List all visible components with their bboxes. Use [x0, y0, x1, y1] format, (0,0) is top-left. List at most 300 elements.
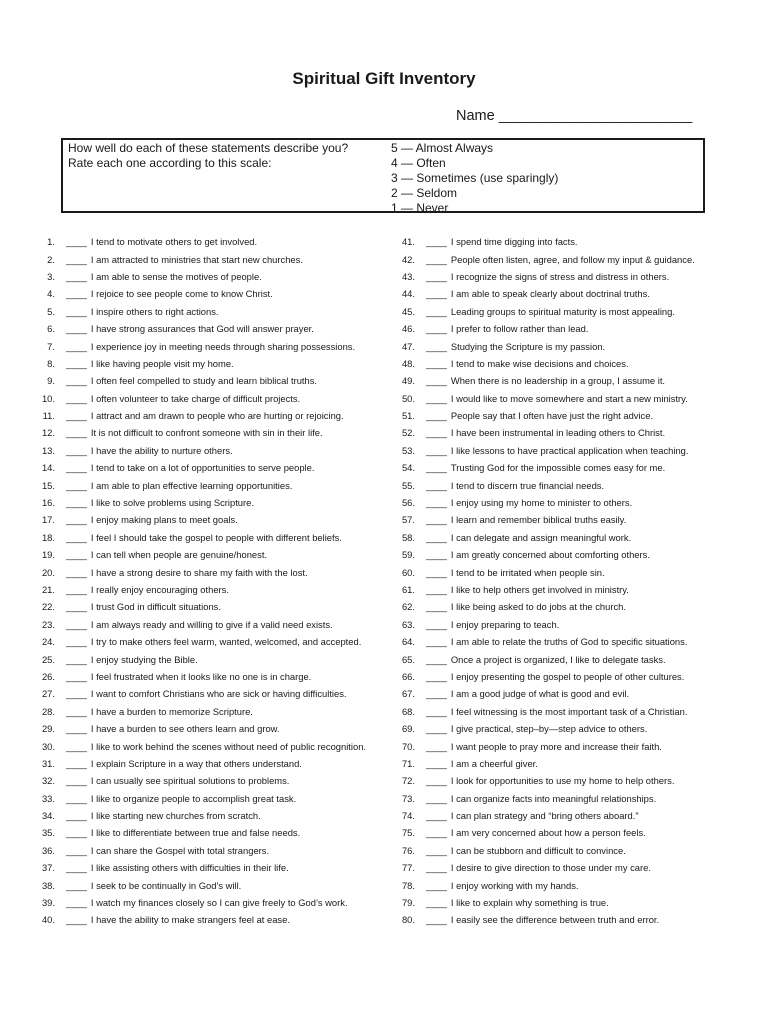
statement-item — [26, 703, 396, 720]
statement-item — [26, 633, 396, 650]
statement-item — [386, 285, 762, 302]
rating-blank[interactable]: ____ — [426, 914, 447, 926]
rating-blank[interactable]: ____ — [66, 705, 87, 717]
rating-blank[interactable]: ____ — [66, 914, 87, 926]
statement-item — [26, 320, 396, 337]
rating-blank[interactable]: ____ — [426, 792, 447, 804]
rating-blank[interactable]: ____ — [66, 236, 87, 248]
statement-item — [26, 546, 396, 563]
rating-blank[interactable]: ____ — [426, 549, 447, 561]
statement-text: I have the ability to nurture others. — [90, 444, 233, 456]
statement-number: 26. — [41, 670, 55, 682]
statement-item — [26, 355, 396, 372]
statement-item — [26, 842, 396, 859]
statement-item — [386, 790, 762, 807]
statement-text: I enjoy making plans to meet goals. — [90, 514, 238, 526]
statement-item — [386, 442, 762, 459]
statement-text: I learn and remember biblical truths easily. — [450, 514, 627, 526]
statement-item — [26, 390, 396, 407]
rating-blank[interactable]: ____ — [426, 844, 447, 856]
rating-blank[interactable]: ____ — [66, 514, 87, 526]
statement-text: I can organize facts into meaningful relationships. — [450, 792, 657, 804]
statement-item — [26, 511, 396, 528]
statement-number: 62. — [401, 601, 415, 613]
statement-item — [386, 407, 762, 424]
rating-blank[interactable]: ____ — [426, 410, 447, 422]
rating-blank[interactable]: ____ — [66, 375, 87, 387]
instructions — [68, 141, 348, 171]
statement-item — [26, 581, 396, 598]
rating-blank[interactable]: ____ — [66, 879, 87, 891]
statement-item — [386, 268, 762, 285]
statement-number: 75. — [401, 827, 415, 839]
statement-number: 41. — [401, 236, 415, 248]
statement-number: 64. — [401, 636, 415, 648]
statement-item — [26, 424, 396, 441]
statement-text: It is not difficult to confront someone with sin in their life. — [90, 427, 323, 439]
statement-number: 5. — [47, 305, 55, 317]
statement-number: 6. — [47, 323, 55, 335]
statement-text: I like assisting others with difficulties in their life. — [90, 862, 289, 874]
statement-item — [386, 459, 762, 476]
statement-number: 7. — [47, 340, 55, 352]
rating-blank[interactable]: ____ — [426, 566, 447, 578]
statement-item — [26, 650, 396, 667]
rating-blank[interactable]: ____ — [426, 601, 447, 613]
statement-number: 10. — [41, 392, 55, 404]
statement-item — [386, 390, 762, 407]
statement-text: I am attracted to ministries that start new churches. — [90, 253, 303, 265]
statement-number: 32. — [41, 775, 55, 787]
statement-item — [26, 755, 396, 772]
statement-text: I can delegate and assign meaningful work. — [450, 531, 632, 543]
statement-number: 40. — [41, 914, 55, 926]
statement-text: I can tell when people are genuine/honest. — [90, 549, 268, 561]
statement-item — [386, 598, 762, 615]
statement-text: I can be stubborn and difficult to convince. — [450, 844, 626, 856]
statement-text: I give practical, step–by—step advice to others. — [450, 723, 648, 735]
statement-text: I like to differentiate between true and false needs. — [90, 827, 301, 839]
statement-number: 76. — [401, 844, 415, 856]
statement-number: 37. — [41, 862, 55, 874]
rating-blank[interactable]: ____ — [66, 305, 87, 317]
statement-item — [26, 876, 396, 893]
statement-item — [26, 372, 396, 389]
statement-item — [26, 476, 396, 493]
statement-item — [386, 546, 762, 563]
statement-item — [26, 911, 396, 928]
rating-blank[interactable]: ____ — [66, 757, 87, 769]
statement-text: I am able to plan effective learning opportunities. — [90, 479, 293, 491]
rating-blank[interactable]: ____ — [66, 531, 87, 543]
statement-text: I am a cheerful giver. — [450, 757, 538, 769]
statement-item — [386, 494, 762, 511]
statement-item — [26, 894, 396, 911]
page-title: Spiritual Gift Inventory — [292, 69, 476, 88]
statement-number: 13. — [41, 444, 55, 456]
instructions-line: How well do each of these statements describe you? — [68, 141, 349, 155]
statement-number: 72. — [401, 775, 415, 787]
rating-blank[interactable]: ____ — [66, 670, 87, 682]
rating-blank[interactable]: ____ — [426, 392, 447, 404]
statement-item — [386, 703, 762, 720]
rating-blank[interactable]: ____ — [426, 357, 447, 369]
statement-item — [386, 668, 762, 685]
statement-text: I recognize the signs of stress and distress in others. — [450, 270, 670, 282]
statement-number: 71. — [401, 757, 415, 769]
scale-option: 3 — Sometimes (use sparingly) — [391, 171, 559, 185]
statement-text: Trusting God for the impossible comes easy for me. — [450, 462, 666, 474]
name-label: Name — [456, 108, 495, 124]
statement-text: I am able to relate the truths of God to specific situations. — [450, 636, 688, 648]
statement-text: I have strong assurances that God will answer prayer. — [90, 323, 314, 335]
statement-number: 53. — [401, 444, 415, 456]
statement-item — [386, 720, 762, 737]
statement-number: 78. — [401, 879, 415, 891]
statement-item — [26, 616, 396, 633]
rating-blank[interactable]: ____ — [66, 775, 87, 787]
rating-blank[interactable]: ____ — [426, 479, 447, 491]
statement-text: I easily see the difference between truth and error. — [450, 914, 660, 926]
statement-item — [386, 563, 762, 580]
rating-blank[interactable]: ____ — [426, 723, 447, 735]
rating-blank[interactable]: ____ — [426, 444, 447, 456]
statement-text: I seek to be continually in God’s will. — [90, 879, 242, 891]
statement-text: I want people to pray more and increase their faith. — [450, 740, 662, 752]
rating-blank[interactable]: ____ — [426, 514, 447, 526]
statement-item — [26, 668, 396, 685]
rating-blank[interactable]: ____ — [426, 305, 447, 317]
rating-blank[interactable]: ____ — [426, 497, 447, 509]
rating-blank[interactable]: ____ — [426, 236, 447, 248]
statement-number: 58. — [401, 531, 415, 543]
rating-blank[interactable]: ____ — [66, 862, 87, 874]
statement-text: I really enjoy encouraging others. — [90, 584, 229, 595]
rating-blank[interactable]: ____ — [66, 497, 87, 509]
rating-blank[interactable]: ____ — [66, 636, 87, 648]
rating-blank[interactable]: ____ — [66, 462, 87, 474]
name-blank: ________________________ — [498, 108, 693, 124]
statement-number: 46. — [401, 323, 415, 335]
rating-blank[interactable]: ____ — [66, 427, 87, 439]
rating-blank[interactable]: ____ — [426, 375, 447, 387]
rating-blank[interactable]: ____ — [426, 757, 447, 769]
rating-blank[interactable]: ____ — [426, 618, 447, 630]
statement-item — [26, 598, 396, 615]
rating-blank[interactable]: ____ — [426, 705, 447, 717]
statement-text: I watch my finances closely so I can give freely to God’s work. — [90, 897, 348, 909]
statement-number: 80. — [401, 914, 415, 926]
statement-text: I tend to make wise decisions and choices. — [450, 357, 629, 369]
name-field[interactable] — [456, 108, 692, 124]
statement-number: 30. — [41, 740, 55, 752]
statement-number: 12. — [41, 427, 55, 439]
statement-text: People often listen, agree, and follow my input & guidance. — [450, 253, 695, 265]
statement-text: I often feel compelled to study and learn biblical truths. — [90, 375, 318, 387]
statement-number: 19. — [41, 549, 55, 561]
statement-number: 79. — [401, 897, 415, 909]
rating-blank[interactable]: ____ — [66, 270, 87, 282]
statement-text: I am able to sense the motives of people. — [90, 270, 262, 282]
statement-number: 68. — [401, 705, 415, 717]
statement-number: 25. — [41, 653, 55, 665]
rating-blank[interactable]: ____ — [426, 827, 447, 839]
statement-text: I rejoice to see people come to know Christ. — [90, 288, 273, 300]
statement-number: 77. — [401, 862, 415, 874]
statement-number: 14. — [41, 462, 55, 474]
statement-number: 73. — [401, 792, 415, 804]
statement-text: I like to explain why something is true. — [450, 897, 609, 909]
statement-text: I prefer to follow rather than lead. — [450, 323, 589, 335]
rating-blank[interactable]: ____ — [66, 653, 87, 665]
statement-text: I explain Scripture in a way that others understand. — [90, 757, 302, 769]
statement-number: 65. — [401, 653, 415, 665]
statement-number: 56. — [401, 497, 415, 509]
statement-text: I enjoy preparing to teach. — [450, 618, 560, 630]
statement-text: I enjoy working with my hands. — [450, 879, 579, 891]
statement-text: I have a strong desire to share my faith with the lost. — [90, 566, 308, 578]
statement-text: I try to make others feel warm, wanted, welcomed, and accepted. — [90, 636, 362, 648]
statement-text: Once a project is organized, I like to delegate tasks. — [450, 653, 666, 665]
scale-option: 5 — Almost Always — [391, 141, 494, 155]
statement-item — [26, 407, 396, 424]
statement-item — [26, 772, 396, 789]
statement-number: 60. — [401, 566, 415, 578]
statement-text: I tend to take on a lot of opportunities to serve people. — [90, 462, 315, 474]
statement-item — [386, 337, 762, 354]
statement-text: I experience joy in meeting needs through sharing possessions. — [90, 340, 356, 352]
statement-number: 18. — [41, 531, 55, 543]
rating-blank[interactable]: ____ — [426, 427, 447, 439]
rating-blank[interactable]: ____ — [426, 688, 447, 700]
statement-number: 1. — [47, 236, 55, 248]
statement-item — [26, 563, 396, 580]
rating-blank[interactable]: ____ — [426, 653, 447, 665]
statement-item — [386, 633, 762, 650]
statement-item — [26, 529, 396, 546]
scale-option: 2 — Seldom — [391, 186, 458, 200]
statement-text: I am able to speak clearly about doctrinal truths. — [450, 288, 650, 300]
statement-number: 2. — [47, 253, 55, 265]
rating-blank[interactable]: ____ — [66, 618, 87, 630]
scale-option: 4 — Often — [391, 156, 446, 170]
statement-text: I attract and am drawn to people who are hurting or rejoicing. — [90, 410, 344, 422]
rating-blank[interactable]: ____ — [426, 897, 447, 909]
rating-scale-box — [61, 138, 705, 213]
statement-item — [386, 859, 762, 876]
statement-number: 20. — [41, 566, 55, 578]
statement-item — [386, 737, 762, 754]
rating-blank[interactable]: ____ — [66, 357, 87, 369]
statement-number: 15. — [41, 479, 55, 491]
statement-item — [386, 807, 762, 824]
statement-number: 31. — [41, 757, 55, 769]
statement-number: 35. — [41, 827, 55, 839]
statement-text: I like to solve problems using Scripture. — [90, 497, 254, 509]
statement-number: 44. — [401, 288, 415, 300]
statement-number: 48. — [401, 357, 415, 369]
rating-blank[interactable]: ____ — [426, 462, 447, 474]
scale-option: 1 — Never — [391, 201, 449, 215]
statement-number: 63. — [401, 618, 415, 630]
statement-item — [386, 320, 762, 337]
rating-blank[interactable]: ____ — [66, 410, 87, 422]
statement-item — [26, 685, 396, 702]
rating-blank[interactable]: ____ — [66, 723, 87, 735]
statement-item — [26, 859, 396, 876]
statement-number: 36. — [41, 844, 55, 856]
statement-item — [386, 476, 762, 493]
statement-item — [26, 737, 396, 754]
statement-item — [386, 824, 762, 841]
rating-blank[interactable]: ____ — [66, 479, 87, 491]
statement-item — [386, 894, 762, 911]
statement-item — [26, 459, 396, 476]
rating-blank[interactable]: ____ — [66, 740, 87, 752]
statement-number: 51. — [401, 410, 415, 422]
statement-number: 21. — [41, 584, 55, 595]
statement-number: 23. — [41, 618, 55, 630]
statement-item — [386, 650, 762, 667]
statement-text: I can share the Gospel with total strangers. — [90, 844, 270, 856]
statement-number: 16. — [41, 497, 55, 509]
statement-item — [26, 250, 396, 267]
statement-item — [386, 581, 762, 598]
statement-number: 66. — [401, 670, 415, 682]
statement-number: 61. — [401, 584, 415, 595]
statement-number: 17. — [41, 514, 55, 526]
rating-blank[interactable]: ____ — [426, 340, 447, 352]
rating-blank[interactable]: ____ — [66, 392, 87, 404]
statement-number: 38. — [41, 879, 55, 891]
statement-text: I have a burden to see others learn and grow. — [90, 723, 280, 735]
statement-item — [386, 424, 762, 441]
rating-blank[interactable]: ____ — [426, 253, 447, 265]
statement-number: 50. — [401, 392, 415, 404]
statement-number: 29. — [41, 723, 55, 735]
instructions-line: Rate each one according to this scale: — [68, 156, 272, 170]
statement-text: I inspire others to right actions. — [90, 305, 219, 317]
rating-blank[interactable]: ____ — [66, 810, 87, 822]
statement-text: I like to work behind the scenes without need of public recognition. — [90, 740, 367, 752]
rating-blank[interactable]: ____ — [426, 270, 447, 282]
statement-number: 54. — [401, 462, 415, 474]
rating-blank[interactable]: ____ — [426, 670, 447, 682]
rating-blank[interactable]: ____ — [66, 827, 87, 839]
statement-number: 4. — [47, 288, 55, 300]
statement-item — [386, 233, 762, 250]
statement-number: 67. — [401, 688, 415, 700]
statement-number: 39. — [41, 897, 55, 909]
statements-column-right — [386, 233, 762, 929]
rating-blank[interactable]: ____ — [66, 792, 87, 804]
rating-blank[interactable]: ____ — [426, 323, 447, 335]
statement-item — [386, 772, 762, 789]
statement-text: I spend time digging into facts. — [450, 236, 578, 248]
rating-blank[interactable]: ____ — [66, 340, 87, 352]
statement-text: Leading groups to spiritual maturity is most appealing. — [450, 305, 675, 317]
statement-text: I feel frustrated when it looks like no one is in charge. — [90, 670, 312, 682]
statement-text: Studying the Scripture is my passion. — [450, 340, 606, 352]
statement-text: I feel witnessing is the most important task of a Christian. — [450, 705, 688, 717]
rating-blank[interactable]: ____ — [66, 897, 87, 909]
rating-blank[interactable]: ____ — [426, 531, 447, 543]
statement-number: 11. — [42, 410, 55, 422]
statement-item — [386, 529, 762, 546]
rating-blank[interactable]: ____ — [426, 775, 447, 787]
statement-text: I am greatly concerned about comforting others. — [450, 549, 650, 561]
statement-text: People say that I often have just the right advice. — [450, 410, 654, 422]
statement-text: I desire to give direction to those under my care. — [450, 862, 651, 874]
statement-number: 22. — [41, 601, 55, 613]
statement-item — [26, 807, 396, 824]
statements-column-left — [26, 233, 396, 929]
rating-blank[interactable]: ____ — [426, 862, 447, 874]
statement-number: 69. — [401, 723, 415, 735]
statement-number: 70. — [401, 740, 415, 752]
statement-item — [386, 755, 762, 772]
statement-item — [386, 355, 762, 372]
statement-item — [386, 842, 762, 859]
statement-text: I tend to discern true financial needs. — [450, 479, 605, 491]
statement-text: I tend to be irritated when people sin. — [450, 566, 605, 578]
statement-text: I am a good judge of what is good and evil. — [450, 688, 630, 700]
statement-text: When there is no leadership in a group, I assume it. — [450, 375, 666, 387]
rating-blank[interactable]: ____ — [426, 636, 447, 648]
rating-blank[interactable]: ____ — [66, 549, 87, 561]
statement-item — [386, 876, 762, 893]
statement-text: I enjoy using my home to minister to others. — [450, 497, 633, 509]
statement-number: 34. — [41, 810, 55, 822]
statement-text: I am always ready and willing to give if a valid need exists. — [90, 618, 333, 630]
rating-blank[interactable]: ____ — [426, 810, 447, 822]
statement-number: 33. — [41, 792, 55, 804]
statement-number: 3. — [47, 270, 55, 282]
rating-blank[interactable]: ____ — [426, 288, 447, 300]
rating-blank[interactable]: ____ — [426, 740, 447, 752]
rating-blank[interactable]: ____ — [66, 253, 87, 265]
rating-blank[interactable]: ____ — [66, 844, 87, 856]
rating-blank[interactable]: ____ — [66, 444, 87, 456]
statement-item — [26, 233, 396, 250]
rating-blank[interactable]: ____ — [426, 879, 447, 891]
statement-text: I tend to motivate others to get involved. — [90, 236, 258, 248]
statement-item — [386, 511, 762, 528]
statement-item — [26, 720, 396, 737]
statement-number: 27. — [41, 688, 55, 700]
statement-item — [26, 268, 396, 285]
statement-text: I like lessons to have practical application when teaching. — [450, 444, 689, 456]
statement-text: I have been instrumental in leading others to Christ. — [450, 427, 666, 439]
statement-number: 55. — [401, 479, 415, 491]
rating-blank[interactable]: ____ — [66, 323, 87, 335]
statement-text: I would like to move somewhere and start a new ministry. — [450, 392, 688, 404]
statement-number: 42. — [401, 253, 415, 265]
statement-item — [386, 685, 762, 702]
statement-item — [386, 372, 762, 389]
statement-text: I want to comfort Christians who are sick or having difficulties. — [90, 688, 347, 700]
rating-blank[interactable]: ____ — [66, 584, 87, 595]
rating-blank[interactable]: ____ — [66, 688, 87, 700]
statement-text: I have the ability to make strangers feel at ease. — [90, 914, 290, 926]
rating-blank[interactable]: ____ — [66, 601, 87, 613]
rating-blank[interactable]: ____ — [66, 566, 87, 578]
statement-number: 43. — [401, 270, 415, 282]
statement-item — [26, 494, 396, 511]
rating-blank[interactable]: ____ — [66, 288, 87, 300]
rating-blank[interactable]: ____ — [426, 584, 447, 595]
statement-item — [26, 790, 396, 807]
